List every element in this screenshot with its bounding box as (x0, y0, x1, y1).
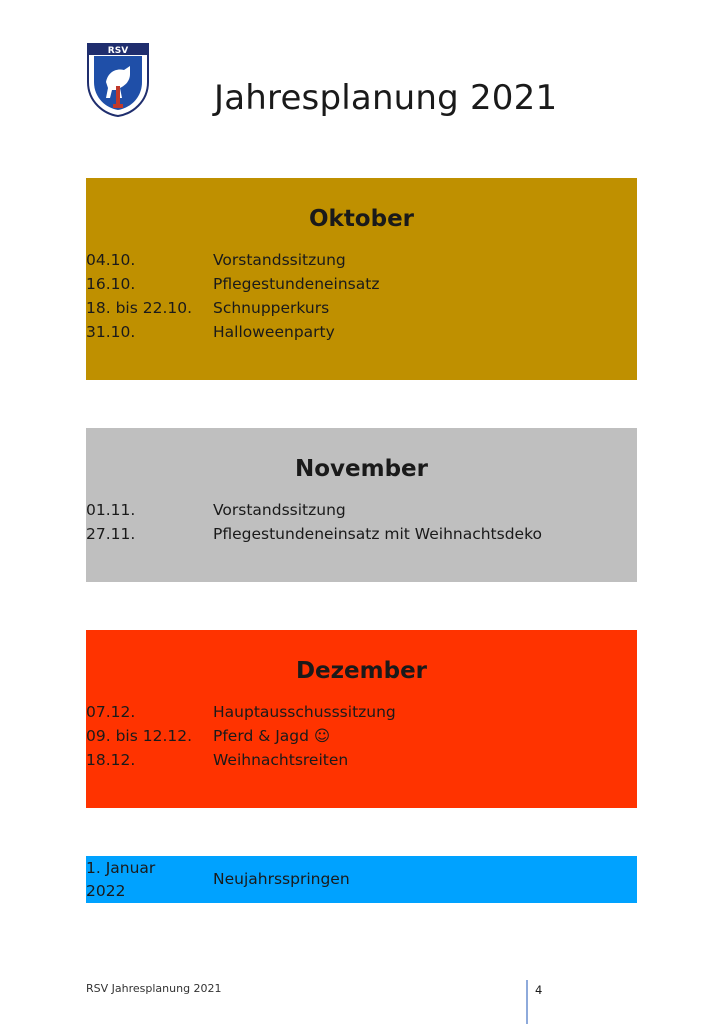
event-date: 27.11. (86, 525, 136, 543)
event-text: Pflegestundeneinsatz (213, 275, 380, 293)
event-row (86, 296, 637, 320)
banner-event-text: Neujahrsspringen (213, 870, 350, 888)
month-title: Oktober (308, 206, 415, 232)
event-date: 09. bis 12.12. (86, 727, 193, 745)
event-row (86, 724, 637, 748)
event-text: Halloweenparty (213, 323, 335, 341)
event-text: Schnupperkurs (213, 299, 330, 317)
event-text: Vorstandssitzung (213, 501, 346, 519)
event-date: 31.10. (86, 323, 136, 341)
new-year-banner (86, 856, 637, 903)
footer-text: RSV Jahresplanung 2021 (86, 982, 222, 995)
event-text: Pferd & Jagd ☺ (213, 727, 331, 745)
logo-text-rsv: RSV (107, 46, 129, 56)
event-text: Vorstandssitzung (213, 251, 346, 269)
event-text: Pflegestundeneinsatz mit Weihnachtsdeko (213, 525, 542, 543)
month-title: November (294, 456, 428, 482)
event-date: 01.11. (86, 501, 136, 519)
banner-date-line2: 2022 (86, 881, 126, 900)
event-date: 18.12. (86, 751, 136, 769)
event-date: 07.12. (86, 703, 136, 721)
month-section-november (86, 428, 637, 582)
event-date: 04.10. (86, 251, 136, 269)
banner-date (86, 857, 213, 903)
footer-divider (526, 980, 528, 1024)
month-section-oktober (86, 178, 637, 380)
month-title: Dezember (295, 658, 428, 684)
event-row (86, 320, 637, 344)
event-row (86, 272, 637, 296)
club-logo (86, 42, 150, 118)
event-date: 18. bis 22.10. (86, 299, 193, 317)
banner-date-line1: 1. Januar (86, 858, 156, 877)
event-date: 16.10. (86, 275, 136, 293)
event-text: Hauptausschusssitzung (213, 703, 396, 721)
event-row (86, 522, 637, 546)
month-section-dezember (86, 630, 637, 808)
event-row (86, 498, 637, 522)
page-title: Jahresplanung 2021 (214, 78, 558, 118)
event-text: Weihnachtsreiten (213, 751, 349, 769)
event-row (86, 748, 637, 772)
page-number: 4 (535, 983, 543, 997)
event-row (86, 700, 637, 724)
event-row (86, 248, 637, 272)
